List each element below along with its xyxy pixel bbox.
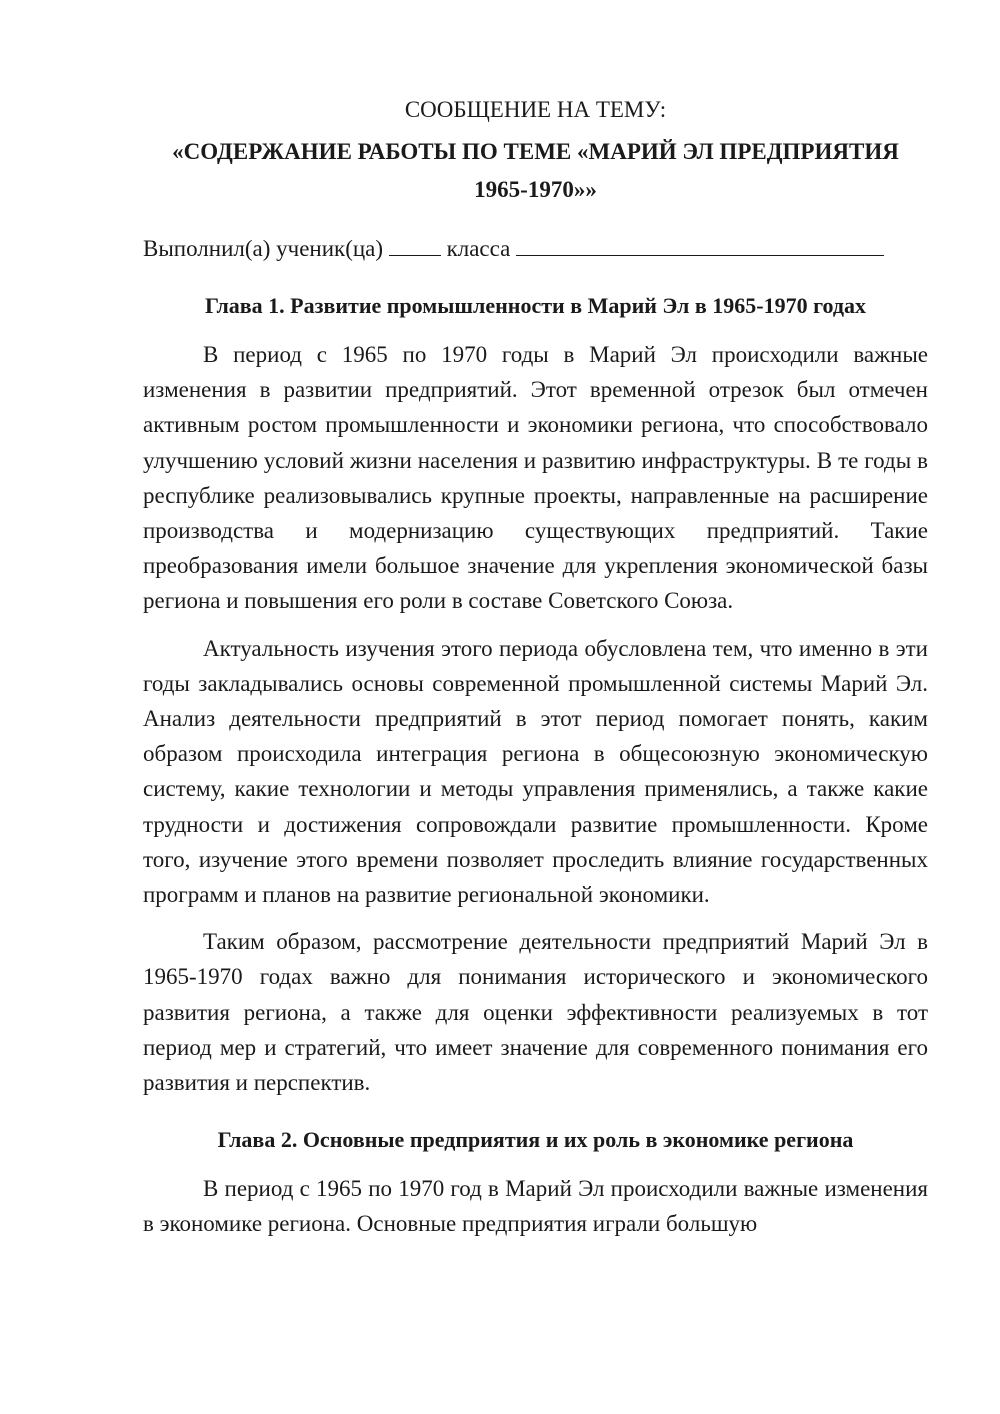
chapter-1-paragraph-1: В период с 1965 по 1970 годы в Марий Эл происходили важные изменения в развитии предприятий. Этот временной отрезок был отмечен активным ростом промышленности и экономики региона, что способствовало улучшению условий жизни населения и развитию инфраструктуры. В те годы в республике реализовывались крупные проекты, направленные на расширение производства и модернизацию существующих предприятий. Такие преобразования имели большое значение для укрепления экономической базы региона и повышения его роли в составе Советского Союза. <box>143 342 928 614</box>
chapter-2-title: Глава 2. Основные предприятия и их роль в экономике региона <box>217 1127 854 1153</box>
author-line <box>143 231 928 266</box>
class-number-blank <box>389 233 441 256</box>
chapter-1-paragraph-3: Таким образом, рассмотрение деятельности предприятий Марий Эл в 1965-1970 годах важно для понимания исторического и экономического развития региона, а также для оценки эффективности реализуемых в тот период мер и стратегий, что имеет значение для современного понимания его развития и перспектив. <box>143 929 928 1096</box>
document-header-line: СООБЩЕНИЕ НА ТЕМУ: <box>404 97 667 122</box>
document-title: «СОДЕРЖАНИЕ РАБОТЫ ПО ТЕМЕ «МАРИЙ ЭЛ ПРЕДПРИЯТИЯ 1965-1970»» <box>172 139 899 202</box>
chapter-1-title: Глава 1. Развитие промышленности в Марий Эл в 1965-1970 годах <box>204 293 867 318</box>
author-class-word: класса <box>446 236 511 261</box>
author-prefix: Выполнил(а) ученик(ца) <box>143 236 384 261</box>
chapter-1-paragraph-2: Актуальность изучения этого периода обусловлена тем, что именно в эти годы закладывались основы современной промышленной системы Марий Эл. Анализ деятельности предприятий в этот период помогает понять, каким образом происходила интеграция региона в общесоюзную экономическую систему, какие технологии и методы управления применялись, а также какие трудности и достижения сопровождали развитие промышленности. Кроме того, изучение этого времени позволяет проследить влияние государственных программ и планов на развитие региональной экономики. <box>143 635 928 908</box>
document-page <box>143 92 928 1242</box>
chapter-2-paragraph-1: В период с 1965 по 1970 год в Марий Эл происходили важные изменения в экономике региона. Основные предприятия играли большую <box>143 1176 928 1237</box>
author-name-blank <box>516 233 884 256</box>
